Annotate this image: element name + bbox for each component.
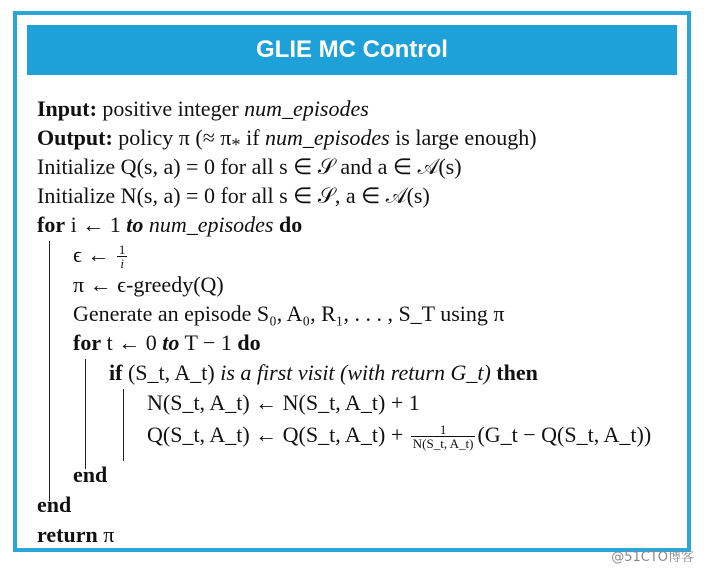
if-keyword: if — [109, 360, 123, 385]
input-keyword: Input: — [37, 96, 97, 121]
if-block-bar — [123, 389, 124, 461]
for-time-line — [73, 329, 261, 357]
init-q-line: Initialize Q(s, a) = 0 for all s ∈ 𝒮 and a ∈ 𝒜(s) — [37, 154, 462, 179]
end-outer-line: end — [37, 492, 72, 517]
to2-keyword: to — [162, 330, 180, 355]
output-variable: num_episodes — [265, 125, 390, 150]
output-text-3: is large enough) — [389, 125, 537, 150]
init-n-line: Initialize N(s, a) = 0 for all s ∈ 𝒮, a ∈ 𝒜(s) — [37, 183, 430, 208]
epsilon-lhs: ϵ ← — [73, 242, 115, 267]
q-fraction-denominator: N(S_t, A_t) — [412, 436, 474, 452]
output-keyword: Output: — [37, 125, 113, 150]
for2-keyword: for — [73, 330, 102, 355]
for2-end: T − 1 — [179, 330, 238, 355]
n-update-line: N(S_t, A_t) ← N(S_t, A_t) + 1 — [147, 390, 420, 415]
output-text-2: if — [240, 125, 266, 150]
output-text: policy π (≈ π — [112, 125, 232, 150]
if-italic-text: is a first visit (with return G_t) — [220, 360, 491, 385]
for-variable: i ← 1 — [65, 212, 127, 237]
policy-line: π ← ϵ-greedy(Q) — [73, 272, 224, 297]
return-keyword: return — [37, 522, 98, 547]
return-line — [37, 521, 114, 549]
q-update-rhs: (G_t − Q(S_t, A_t)) — [477, 422, 652, 447]
q-update-lhs: Q(S_t, A_t) ← Q(S_t, A_t) + — [147, 422, 409, 447]
input-text: positive integer — [96, 96, 245, 121]
algorithm-box — [13, 11, 691, 552]
to-keyword: to — [126, 212, 144, 237]
for-end: num_episodes — [143, 212, 279, 237]
then-keyword: then — [490, 360, 538, 385]
watermark: @51CTO博客 — [611, 550, 694, 565]
q-fraction-numerator: 1 — [411, 423, 476, 437]
end-inner-line: end — [73, 462, 108, 487]
inner-loop-bar — [85, 359, 86, 469]
epsilon-numerator: 1 — [118, 242, 126, 258]
do-keyword: do — [279, 212, 303, 237]
generate-episode-line: Generate an episode S₀, A₀, R₁, . . . , S_T using π — [73, 301, 505, 326]
epsilon-denominator: i — [120, 256, 124, 272]
q-update-line — [147, 421, 652, 452]
outer-loop-bar — [49, 241, 50, 501]
output-subscript: * — [231, 134, 241, 155]
input-variable: num_episodes — [244, 96, 369, 121]
for2-variable: t ← 0 — [101, 330, 163, 355]
q-update-fraction — [411, 423, 476, 450]
if-condition: (S_t, A_t) — [122, 360, 221, 385]
if-line — [109, 359, 538, 387]
epsilon-line — [73, 241, 129, 272]
algorithm-title: GLIE MC Control — [27, 25, 677, 75]
do2-keyword: do — [237, 330, 261, 355]
for-keyword: for — [37, 212, 66, 237]
input-line — [37, 95, 369, 123]
epsilon-fraction — [117, 243, 128, 270]
for-episodes-line — [37, 211, 302, 239]
return-value: π — [97, 522, 115, 547]
output-line — [37, 124, 537, 155]
